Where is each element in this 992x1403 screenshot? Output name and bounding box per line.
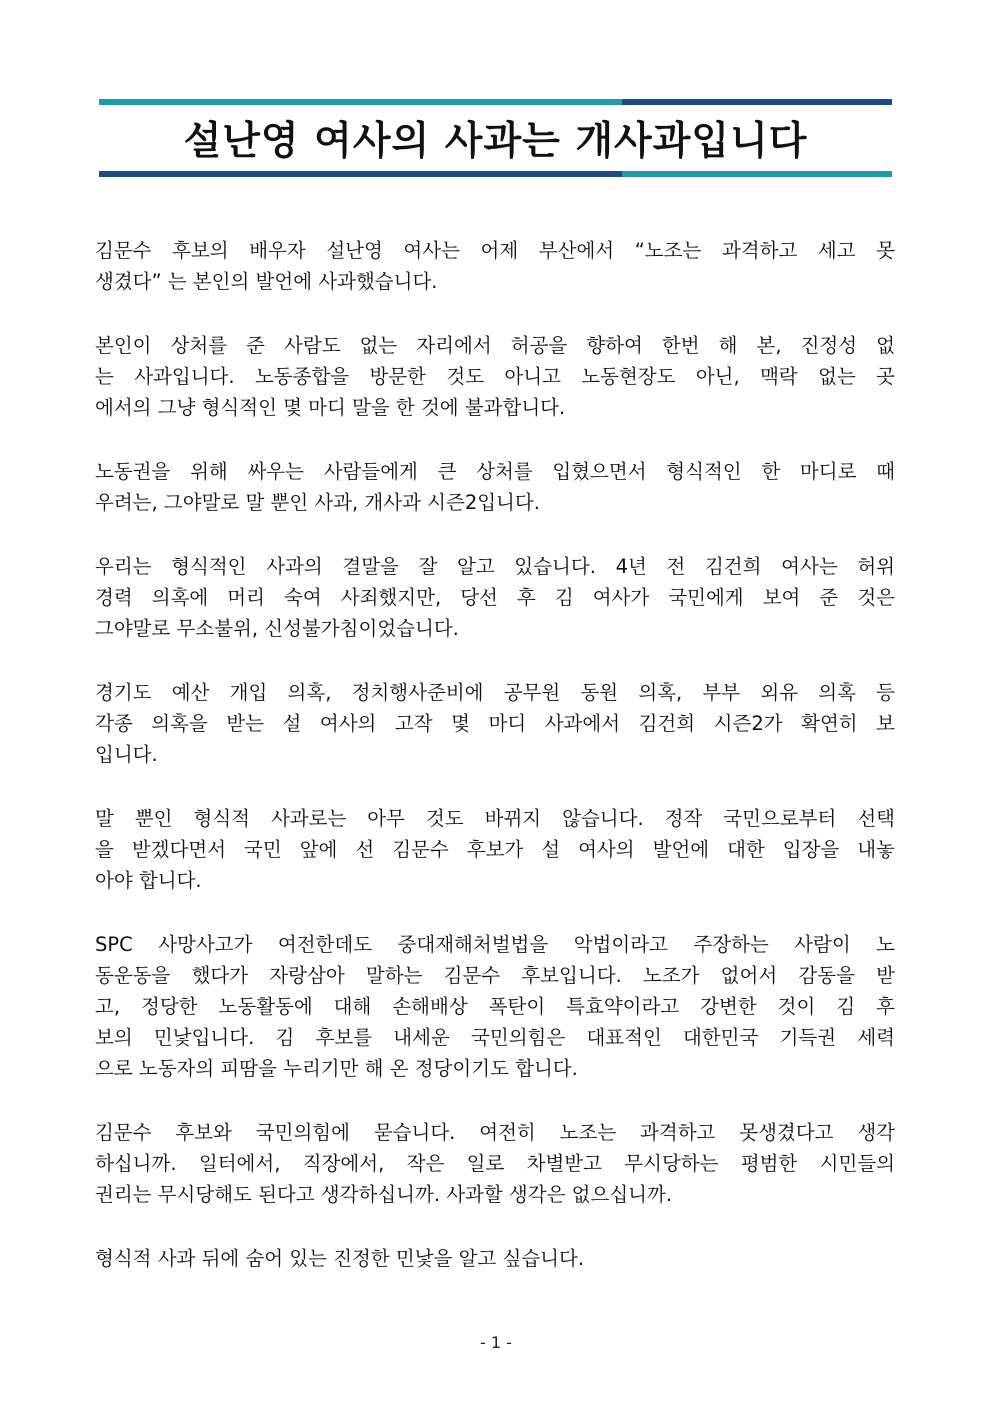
paragraph-line: 을 받겠다면서 국민 앞에 선 김문수 후보가 설 여사의 발언에 대한 입장을 내놓 xyxy=(95,838,895,861)
body-paragraph xyxy=(95,803,895,896)
paragraph-line: 말 뿐인 형식적 사과로는 아무 것도 바뀌지 않습니다. 정작 국민으로부터 선택 xyxy=(95,807,895,830)
top-rule-teal-segment xyxy=(99,99,622,105)
paragraph-line: 입니다. xyxy=(95,743,158,766)
paragraph-line: 으로 노동자의 피땀을 누리기만 해 온 정당이기도 합니다. xyxy=(95,1057,578,1080)
paragraph-line: 그야말로 무소불위, 신성불가침이었습니다. xyxy=(95,617,459,640)
body-paragraph xyxy=(95,456,895,518)
paragraph-line: 각종 의혹을 받는 설 여사의 고작 몇 마디 사과에서 김건희 시즌2가 확연히 보 xyxy=(95,712,895,735)
body-paragraph xyxy=(95,1117,895,1210)
paragraph-line: 본인이 상처를 준 사람도 없는 자리에서 허공을 향하여 한번 해 본, 진정성 없 xyxy=(95,334,895,357)
bottom-rule-navy-segment xyxy=(99,171,622,177)
body-paragraph xyxy=(95,551,895,644)
title-block xyxy=(99,99,892,177)
body-paragraph xyxy=(95,330,895,423)
paragraph-line: 는 사과입니다. 노동종합을 방문한 것도 아니고 노동현장도 아닌, 맥락 없는 곳 xyxy=(95,365,895,388)
paragraph-line: SPC 사망사고가 여전한데도 중대재해처벌법을 악법이라고 주장하는 사람이 노 xyxy=(95,933,895,956)
body-paragraph xyxy=(95,235,895,297)
paragraph-line: 경기도 예산 개입 의혹, 정치행사준비에 공무원 동원 의혹, 부부 외유 의혹 등 xyxy=(95,681,895,704)
title-bottom-rule xyxy=(99,171,892,177)
paragraph-line: 하십니까. 일터에서, 직장에서, 작은 일로 차별받고 무시당하는 평범한 시민들의 xyxy=(95,1152,895,1175)
paragraph-line: 권리는 무시당해도 된다고 생각하십니까. 사과할 생각은 없으십니까. xyxy=(95,1183,673,1206)
paragraph-line: 보의 민낯입니다. 김 후보를 내세운 국민의힘은 대표적인 대한민국 기득권 세력 xyxy=(95,1026,895,1049)
paragraph-line: 에서의 그냥 형식적인 몇 마디 말을 한 것에 불과합니다. xyxy=(95,396,566,419)
title-top-rule xyxy=(99,99,892,105)
document-body xyxy=(95,235,895,1307)
paragraph-line: 형식적 사과 뒤에 숨어 있는 진정한 민낯을 알고 싶습니다. xyxy=(95,1247,585,1270)
document-title: 설난영 여사의 사과는 개사과입니다 xyxy=(183,119,808,164)
body-paragraph xyxy=(95,929,895,1084)
paragraph-line: 김문수 후보와 국민의힘에 묻습니다. 여전히 노조는 과격하고 못생겼다고 생각 xyxy=(95,1121,895,1144)
paragraph-line: 우려는, 그야말로 말 뿐인 사과, 개사과 시즌2입니다. xyxy=(95,491,540,514)
paragraph-line: 아야 합니다. xyxy=(95,869,202,892)
paragraph-line: 노동권을 위해 싸우는 사람들에게 큰 상처를 입혔으면서 형식적인 한 마디로 때 xyxy=(95,460,895,483)
paragraph-line: 우리는 형식적인 사과의 결말을 잘 알고 있습니다. 4년 전 김건희 여사는 허위 xyxy=(95,555,895,578)
body-paragraph xyxy=(95,1243,895,1274)
paragraph-line: 경력 의혹에 머리 숙여 사죄했지만, 당선 후 김 여사가 국민에게 보여 준 것은 xyxy=(95,586,895,609)
bottom-rule-teal-segment xyxy=(622,171,892,177)
paragraph-line: 동운동을 했다가 자랑삼아 말하는 김문수 후보입니다. 노조가 없어서 감동을 받 xyxy=(95,964,895,987)
paragraph-line: 생겼다” 는 본인의 발언에 사과했습니다. xyxy=(95,270,438,293)
body-paragraph xyxy=(95,677,895,770)
paragraph-line: 김문수 후보의 배우자 설난영 여사는 어제 부산에서 “노조는 과격하고 세고 못 xyxy=(95,239,895,262)
top-rule-navy-segment xyxy=(622,99,892,105)
paragraph-line: 고, 정당한 노동활동에 대해 손해배상 폭탄이 특효약이라고 강변한 것이 김 후 xyxy=(95,995,895,1018)
page-number: - 1 - xyxy=(480,1333,512,1352)
